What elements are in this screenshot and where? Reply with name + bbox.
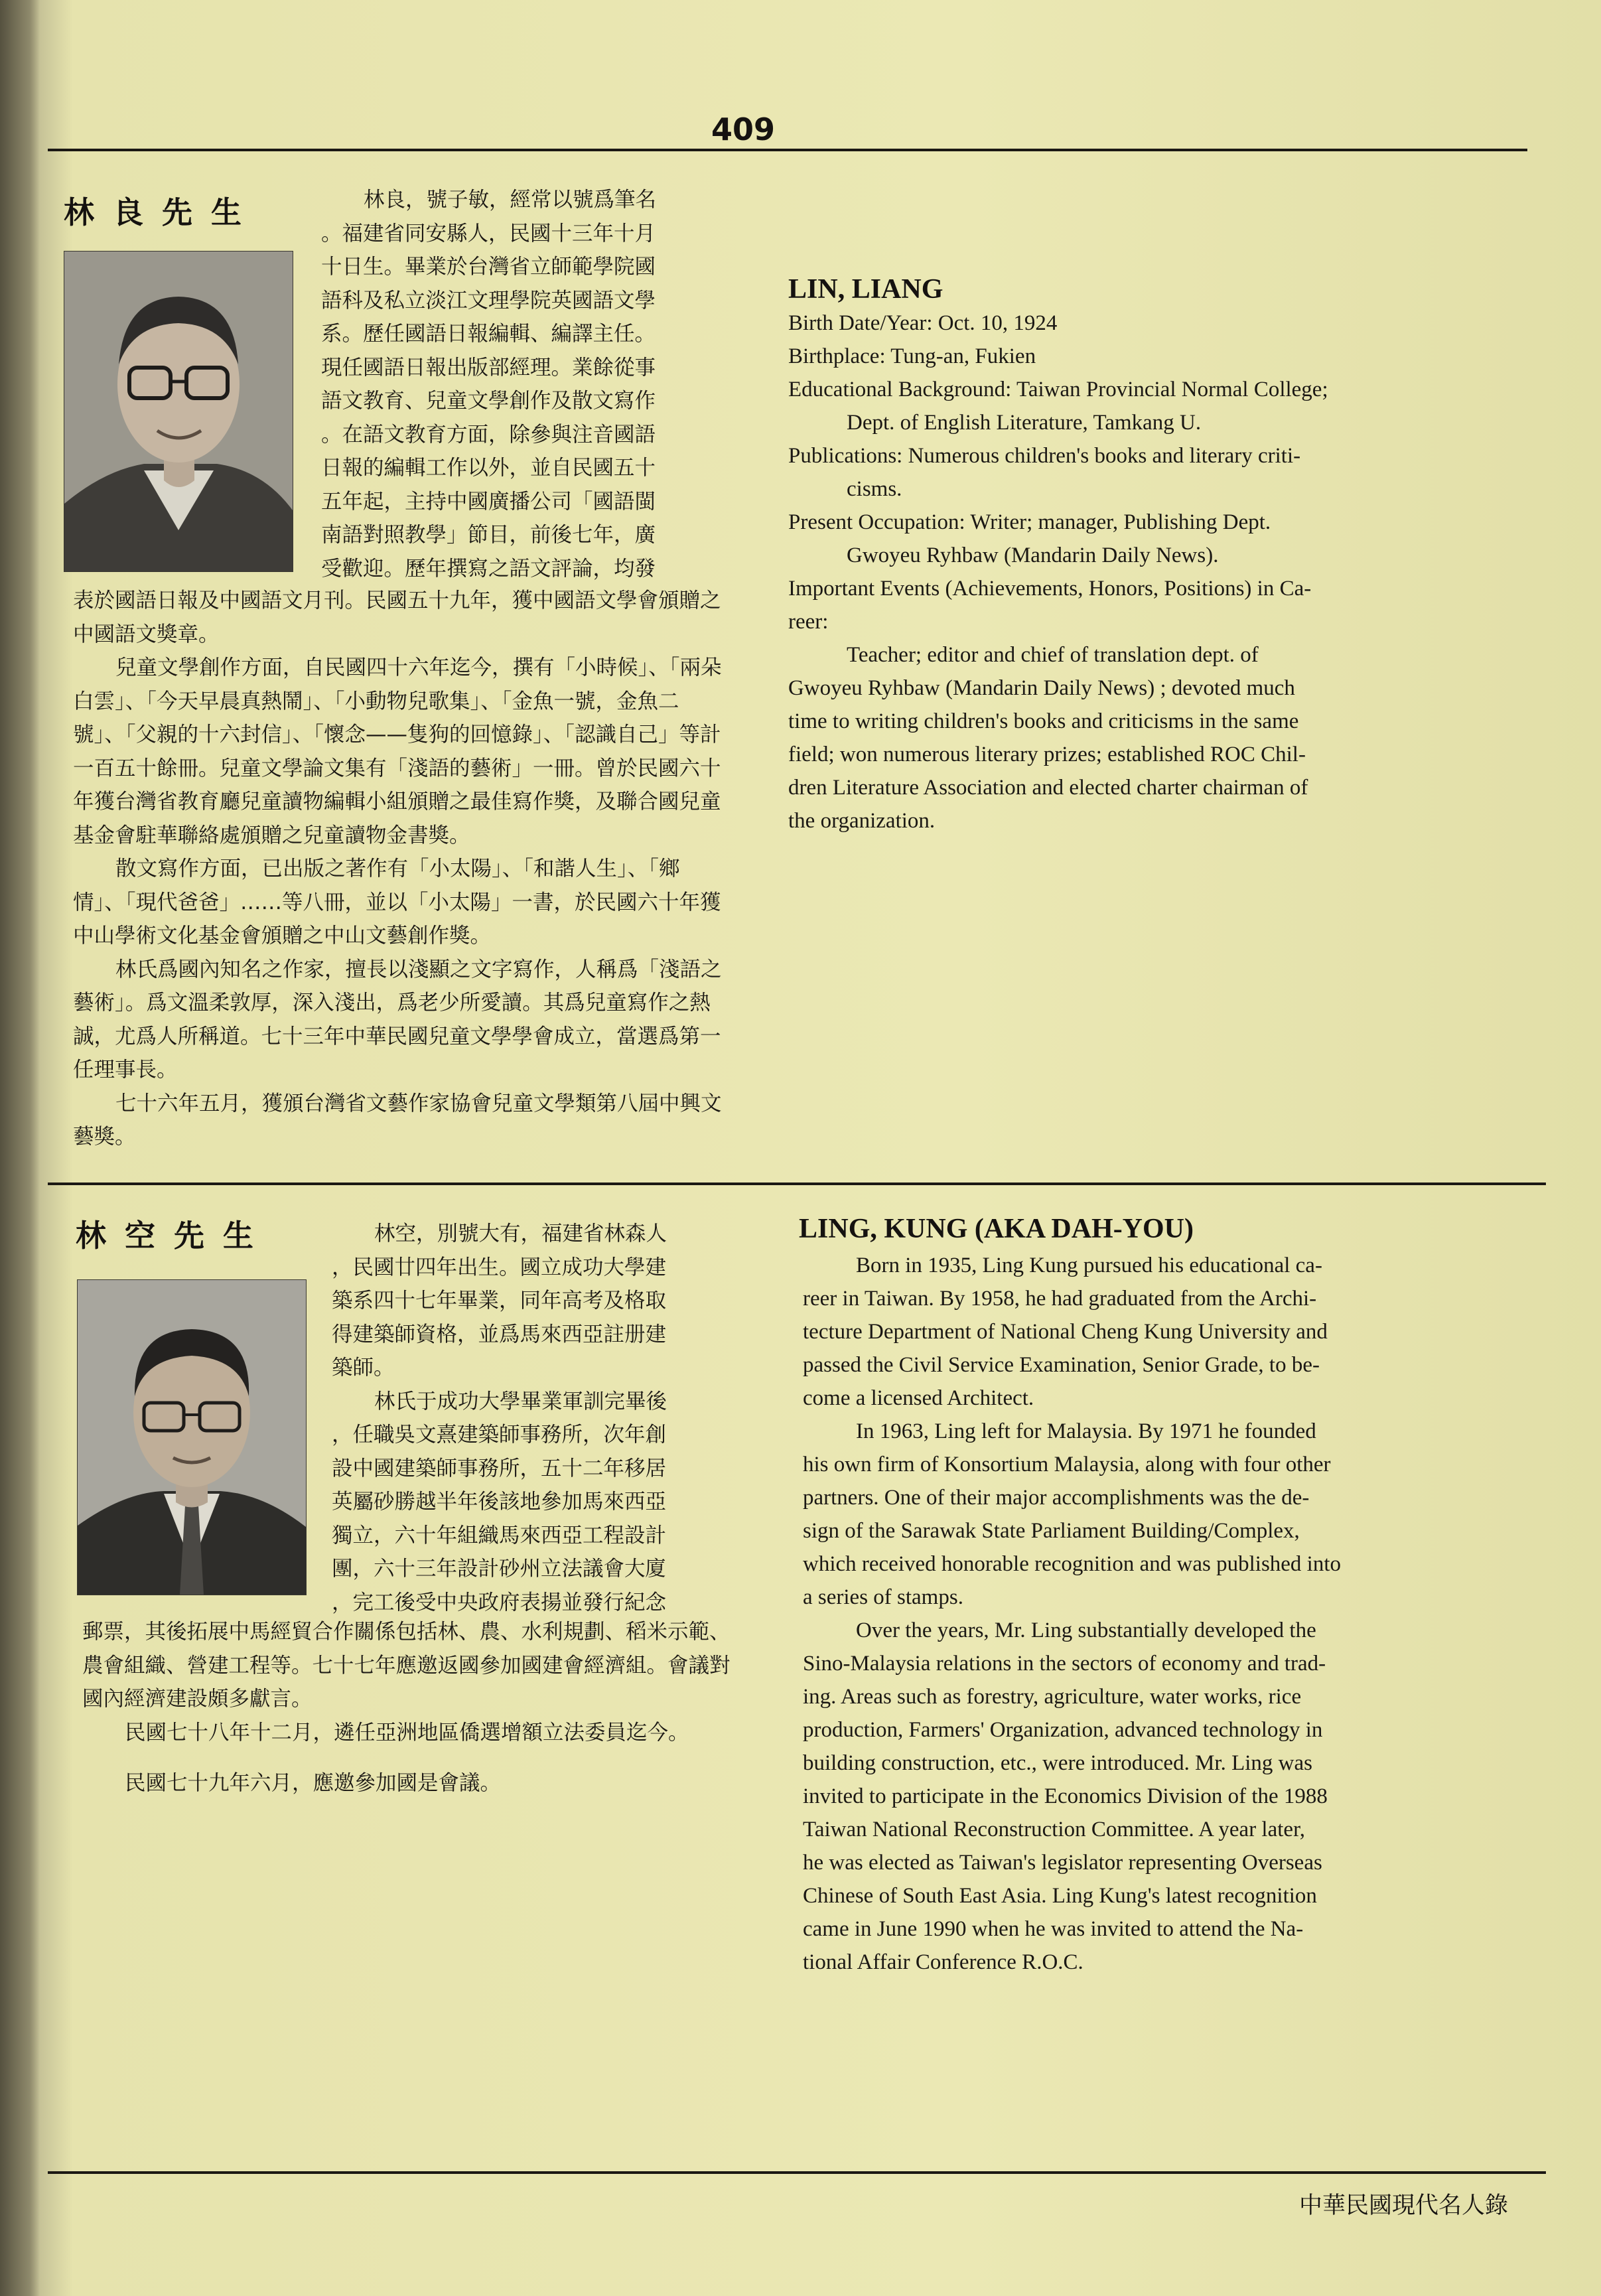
text-line: ing. Areas such as forestry, agriculture, water works, rice: [803, 1685, 1302, 1709]
entry2-chinese-intro: [332, 1217, 743, 1619]
text-line: a series of stamps.: [803, 1585, 963, 1609]
text-line: Gwoyeu Ryhbaw (Mandarin Daily News).: [847, 543, 1219, 567]
text-line: reer:: [788, 610, 829, 634]
text-line: 。福建省同安縣人，民國十三年十月: [321, 221, 656, 246]
text-line: Born in 1935, Ling Kung pursued his educational ca-: [856, 1254, 1322, 1277]
text-line: 林氏于成功大學畢業軍訓完畢後: [374, 1389, 667, 1413]
entry2-portrait: [77, 1279, 307, 1595]
text-line: reer in Taiwan. By 1958, he had graduated from the Archi-: [803, 1287, 1317, 1311]
text-line: 設中國建築師事務所，五十二年移居: [332, 1456, 667, 1480]
text-line: 得建築師資格，並爲馬來西亞註册建: [332, 1322, 667, 1346]
text-line: which received honorable recognition and was published into: [803, 1552, 1342, 1576]
text-line: 英屬砂勝越半年後該地參加馬來西亞: [332, 1490, 667, 1514]
text-line: tecture Department of National Cheng Kung University and: [803, 1320, 1328, 1344]
text-line: 團，六十三年設計砂州立法議會大廈: [332, 1557, 667, 1581]
book-title-footer: 中華民國現代名人錄: [1298, 2192, 1508, 2219]
text-line: 日報的編輯工作以外，並自民國五十: [321, 456, 656, 480]
text-line: In 1963, Ling left for Malaysia. By 1971 he founded: [856, 1419, 1316, 1443]
text-line: Over the years, Mr. Ling substantially developed the: [856, 1618, 1316, 1642]
top-rule: [48, 149, 1527, 151]
text-line: his own firm of Konsortium Malaysia, along with four other: [803, 1453, 1331, 1476]
text-line: ，完工後受中央政府表揚並發行紀念: [332, 1590, 667, 1614]
paragraph: 七十六年五月，獲頒台灣省文藝作家協會兒童文學類第八屆中興文藝獎。: [73, 1091, 722, 1149]
text-line: building construction, etc., were introduced. Mr. Ling was: [803, 1751, 1312, 1775]
text-line: field; won numerous literary prizes; established ROC Chil-: [788, 743, 1306, 766]
text-line: ，任職吳文熹建築師事務所，次年創: [332, 1423, 667, 1447]
text-line: Dept. of English Literature, Tamkang U.: [847, 411, 1202, 435]
text-line: dren Literature Association and elected charter chairman of: [788, 776, 1308, 800]
entry2-name-cn: 林空先生: [76, 1218, 272, 1254]
entry1-portrait: [64, 251, 293, 572]
portrait-man-suit-icon: [78, 1280, 306, 1595]
text-line: cisms.: [847, 477, 902, 501]
entry2-english-name: LING, KUNG (AKA DAH-YOU): [799, 1214, 1194, 1244]
entry-separator-rule: [48, 1183, 1546, 1185]
paragraph: 兒童文學創作方面，自民國四十六年迄今，撰有「小時候」、「兩朵白雲」、「今天早晨真熱鬧」、「小動物兒歌集」、「金魚一號，金魚二號」、「父親的十六封信」、「懷念——隻狗的回憶錄」、「認識自己」等計一百五十餘冊。兒童文學論文集有「淺語的藝術」一冊。曾於民國六十年獲台灣省教育廳兒童讀物編輯小組頒贈之最佳寫作獎，及聯合國兒童基金會駐華聯絡處頒贈之兒童讀物金書獎。: [73, 656, 722, 847]
text-line: Birthplace: Tung-an, Fukien: [788, 344, 1036, 368]
text-line: 系。歷任國語日報編輯、編譯主任。: [321, 322, 656, 346]
text-line: 語科及私立淡江文理學院英國語文學: [321, 288, 656, 313]
entry2-chinese-body: [82, 1615, 739, 1800]
text-line: Teacher; editor and chief of translation dept. of: [847, 643, 1259, 667]
entry1-english-name: LIN, LIANG: [788, 274, 943, 305]
text-line: Birth Date/Year: Oct. 10, 1924: [788, 311, 1058, 335]
entry1-name-cn: 林良先生: [64, 194, 260, 230]
entry2-english-bio: [803, 1249, 1519, 1979]
text-line: 築師。: [332, 1356, 395, 1380]
text-line: Chinese of South East Asia. Ling Kung's latest recognition: [803, 1884, 1317, 1908]
paragraph: 民國七十九年六月，應邀參加國是會議。: [125, 1771, 502, 1795]
text-line: 築系四十七年畢業，同年高考及格取: [332, 1289, 667, 1313]
paragraph: 林氏爲國內知名之作家，擅長以淺顯之文字寫作，人稱爲「淺語之藝術」。爲文溫柔敦厚，深入淺出，爲老少所愛讀。其爲兒童寫作之熱誠，尤爲人所稱道。七十三年中華民國兒童文學學會成立，當選爲第一任理事長。: [73, 957, 722, 1082]
text-line: come a licensed Architect.: [803, 1386, 1034, 1410]
text-line: ，民國廿四年出生。國立成功大學建: [332, 1255, 667, 1279]
entry1-english-bio: [788, 307, 1492, 837]
text-line: 獨立，六十年組織馬來西亞工程設計: [332, 1523, 667, 1547]
book-gutter: [0, 0, 40, 2296]
text-line: Gwoyeu Ryhbaw (Mandarin Daily News) ; devoted much: [788, 676, 1295, 700]
text-line: tional Affair Conference R.O.C.: [803, 1950, 1083, 1974]
text-line: Important Events (Achievements, Honors, Positions) in Ca-: [788, 577, 1312, 601]
paragraph: 表於國語日報及中國語文月刊。民國五十九年，獲中國語文學會頒贈之中國語文獎章。: [73, 589, 721, 646]
text-line: the organization.: [788, 809, 936, 833]
text-line: time to writing children's books and criticisms in the same: [788, 709, 1299, 733]
text-line: 林良，號子敏，經常以號爲筆名: [364, 188, 657, 212]
text-line: sign of the Sarawak State Parliament Building/Complex,: [803, 1519, 1300, 1543]
text-line: invited to participate in the Economics Division of the 1988: [803, 1784, 1328, 1808]
bottom-rule: [48, 2171, 1546, 2174]
text-line: 五年起，主持中國廣播公司「國語閩: [321, 489, 656, 514]
portrait-man-glasses-icon: [64, 251, 293, 571]
text-line: 。在語文教育方面，除參與注音國語: [321, 422, 656, 447]
text-line: 林空，別號大有，福建省林森人: [374, 1222, 667, 1246]
text-line: partners. One of their major accomplishments was the de-: [803, 1486, 1310, 1510]
text-line: 南語對照教學」節目，前後七年，廣: [321, 523, 656, 547]
paragraph: 民國七十八年十二月，遴任亞洲地區僑選增額立法委員迄今。: [125, 1720, 689, 1745]
text-line: 現任國語日報出版部經理。業餘從事: [321, 355, 656, 380]
text-line: 十日生。畢業於台灣省立師範學院國: [321, 255, 656, 279]
text-line: came in June 1990 when he was invited to attend the Na-: [803, 1917, 1304, 1941]
entry1-chinese-intro: [321, 183, 732, 585]
text-line: 語文教育、兒童文學創作及散文寫作: [321, 389, 656, 413]
text-line: 受歡迎。歷年撰寫之語文評論，均發: [321, 556, 656, 581]
entry1-chinese-body: [73, 584, 730, 1154]
text-line: Publications: Numerous children's books and literary criti-: [788, 444, 1301, 468]
text-line: Present Occupation: Writer; manager, Publishing Dept.: [788, 510, 1271, 534]
paragraph: 郵票，其後拓展中馬經貿合作關係包括林、農、水利規劃、稻米示範、農會組織、營建工程等。七十七年應邀返國參加國建會經濟組。會議對國內經濟建設頗多獻言。: [82, 1620, 731, 1711]
text-line: Educational Background: Taiwan Provincial Normal College;: [788, 378, 1328, 401]
text-line: passed the Civil Service Examination, Senior Grade, to be-: [803, 1353, 1320, 1377]
paragraph: 散文寫作方面，已出版之著作有「小太陽」、「和諧人生」、「鄉情」、「現代爸爸」……等八冊，並以「小太陽」一書，於民國六十年獲中山學術文化基金會頒贈之中山文藝創作獎。: [73, 857, 721, 948]
page-number: 409: [711, 111, 776, 147]
text-line: Sino-Malaysia relations in the sectors of economy and trad-: [803, 1652, 1326, 1676]
text-line: production, Farmers' Organization, advanced technology in: [803, 1718, 1323, 1742]
text-line: Taiwan National Reconstruction Committee. A year later,: [803, 1818, 1305, 1841]
text-line: he was elected as Taiwan's legislator representing Overseas: [803, 1851, 1322, 1875]
